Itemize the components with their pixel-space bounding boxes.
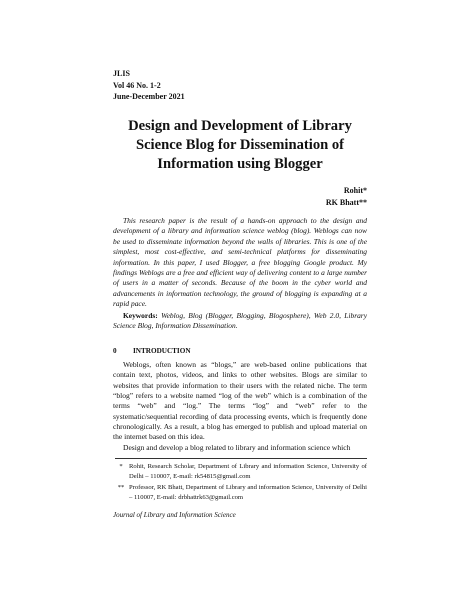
section-heading bbox=[113, 346, 191, 356]
author-list bbox=[326, 185, 367, 208]
footnote-1-mark: * bbox=[119, 463, 123, 470]
author-2: RK Bhatt** bbox=[325, 197, 367, 207]
footnote-1 bbox=[113, 462, 367, 481]
title-line-3: Information using Blogger bbox=[157, 156, 323, 172]
footnote-1-text: Rohit, Research Scholar, Department of Library and information Science, University of Delhi – 110007, E-mail: rk54815@gmail.com bbox=[129, 463, 367, 480]
footnote-divider bbox=[115, 458, 367, 459]
section-number: 0 bbox=[113, 347, 117, 355]
author-1: Rohit* bbox=[343, 186, 367, 195]
running-footer: Journal of Library and Information Science bbox=[113, 511, 236, 519]
section-title: INTRODUCTION bbox=[133, 347, 191, 355]
footnote-2-mark: ** bbox=[117, 484, 125, 491]
journal-meta bbox=[113, 68, 185, 103]
paper-page bbox=[113, 0, 367, 613]
abstract: This research paper is the result of a hands-on approach to the design and development of a library and information science weblog (blog). Weblogs can now be used to disseminate information beyond the walls of libraries. This is one of the simplest, most cost-effective, and semi-technical platforms for disseminating information. In this paper, I used Blogger, a free blogging Google product. My findings Weblogs are a free and efficient way of delivering content to a large number of users in a matter of seconds. Because of the boom in the cyber world and advancements in information technology, the ground of blogging is expanding at a rapid pace. bbox=[113, 216, 367, 309]
journal-period: June-December 2021 bbox=[113, 92, 185, 101]
keywords-label: Keywords: bbox=[123, 311, 158, 320]
body-paragraph-2: Design and develop a blog related to library and information science which bbox=[123, 443, 351, 452]
journal-name: JLIS bbox=[113, 69, 130, 78]
keywords-text: Weblog, Blog (Blogger, Blogging, Blogosphere), Web 2.0, Library Science Blog, Information Dissemination. bbox=[113, 311, 368, 331]
footnote-2 bbox=[113, 483, 367, 502]
title-line-1: Design and Development of Library bbox=[128, 118, 352, 134]
keywords bbox=[113, 311, 367, 332]
journal-volume: Vol 46 No. 1-2 bbox=[113, 80, 161, 90]
article-title bbox=[111, 117, 369, 174]
title-line-2: Science Blog for Dissemination of bbox=[135, 137, 345, 153]
body-paragraph-1: Weblogs, often known as “blogs,” are web-based online publications that contain text, photos, videos, and links to other websites. Blogs are similar to websites that provide information to their users with the related niche. The term “blog” refers to a website named “log of the web” which is a combination of the terms “web” and “log.” The terms “log” and “web” refer to the systematic/sequential recording of data processing events, which is frequently done chronologically. As a result, a blog has emerged to publish and upload material on the internet based on this idea. bbox=[113, 360, 367, 442]
footnote-2-text: Professor, RK Bhatt, Department of Library and information Science, University of Delhi – 110007, E-mail: drbhattrk63@gmail.com bbox=[129, 484, 367, 501]
